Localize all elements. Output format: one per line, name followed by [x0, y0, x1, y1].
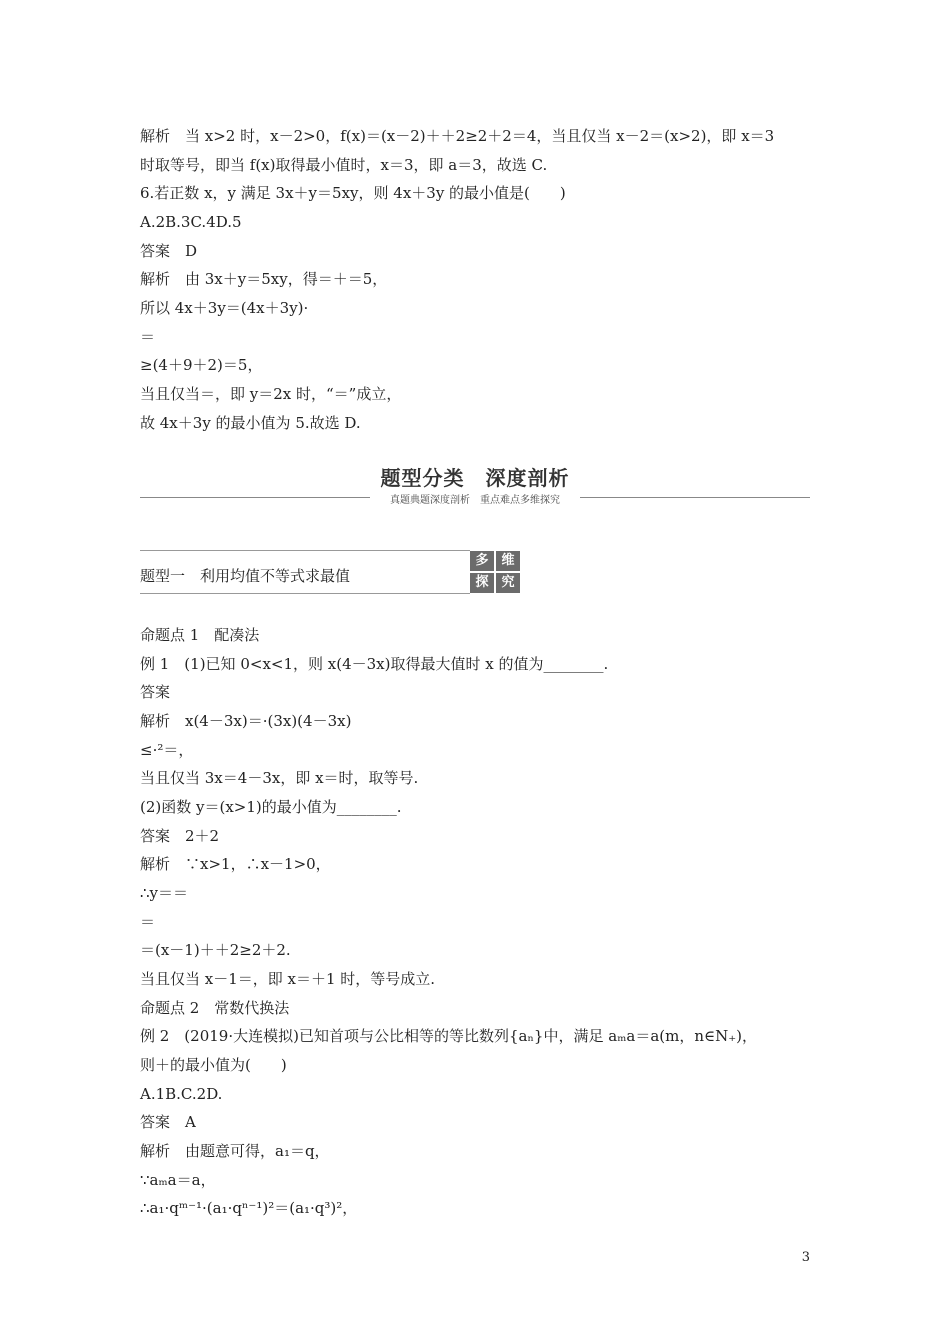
text-line: ＝	[140, 328, 156, 346]
text-line: (2)函数 y＝(x>1)的最小值为________.	[140, 798, 402, 816]
badge-char: 维	[496, 551, 520, 571]
text-line: 解析 x(4－3x)＝·(3x)(4－3x)	[140, 712, 352, 730]
answer-line: 答案	[140, 683, 171, 701]
text-line: ≤·²＝，	[140, 741, 194, 759]
subsection-heading: 命题点 2 常数代换法	[140, 999, 290, 1017]
text-line: 解析 由 3x＋y＝5xy，得＝＋＝5，	[140, 270, 388, 288]
text-line: 当且仅当 3x＝4－3x，即 x＝时，取等号.	[140, 769, 419, 787]
text-line: ＝(x－1)＋＋2≥2＋2.	[140, 941, 291, 959]
badge-char: 多	[470, 551, 494, 571]
page-number: 3	[801, 1250, 810, 1265]
text-line: ∴y＝＝	[140, 884, 189, 902]
text-line: 则＋的最小值为( )	[140, 1056, 287, 1074]
text-line: 当且仅当 x－1＝，即 x＝＋1 时，等号成立.	[140, 970, 436, 988]
example-2: 例 2 (2019·大连模拟)已知首项与公比相等的等比数列{aₙ}中，满足 aₘa＝a(m，n∈N₊)，	[140, 1027, 758, 1045]
example-1: 例 1 (1)已知 0<x<1，则 x(4－3x)取得最大值时 x 的值为________.	[140, 655, 609, 673]
type-header-label: 题型一 利用均值不等式求最值	[140, 567, 351, 585]
text-line: 解析 当 x>2 时，x－2>0，f(x)＝(x－2)＋＋2≥2＋2＝4，当且仅当 x－2＝(x>2)，即 x＝3	[140, 127, 775, 145]
text-line: ∴a₁·qᵐ⁻¹·(a₁·qⁿ⁻¹)²＝(a₁·q³)²，	[140, 1199, 358, 1217]
text-line: 所以 4x＋3y＝(4x＋3y)·	[140, 299, 309, 317]
multi-dimension-badge	[470, 551, 520, 593]
badge-char: 究	[496, 573, 520, 593]
text-line: 时取等号，即当 f(x)取得最小值时，x＝3，即 a＝3，故选 C.	[140, 156, 548, 174]
subsection-heading: 命题点 1 配凑法	[140, 626, 260, 644]
section-title: 题型分类 深度剖析	[380, 466, 570, 490]
text-line: ＝	[140, 913, 156, 931]
text-line: ≥(4＋9＋2)＝5，	[140, 356, 263, 374]
answer-line: 答案 2＋2	[140, 827, 220, 845]
answer-line: 答案 D	[140, 242, 198, 260]
text-line: 解析 ∵x>1，∴x－1>0，	[140, 855, 331, 873]
answer-line: 答案 A	[140, 1113, 196, 1131]
text-line: ∵aₘa＝a，	[140, 1171, 216, 1189]
options-line: A.1B.C.2D.	[140, 1085, 223, 1103]
section-subtitle: 真题典题深度剖析 重点难点多维探究	[0, 491, 950, 506]
text-line: 故 4x＋3y 的最小值为 5.故选 D.	[140, 414, 361, 432]
text-line: 解析 由题意可得，a₁＝q，	[140, 1142, 330, 1160]
options-line: A.2B.3C.4D.5	[140, 213, 242, 231]
badge-char: 探	[470, 573, 494, 593]
text-line: 当且仅当＝，即 y＝2x 时，“＝”成立，	[140, 385, 402, 403]
question-6: 6.若正数 x，y 满足 3x＋y＝5xy，则 4x＋3y 的最小值是( )	[140, 184, 566, 202]
